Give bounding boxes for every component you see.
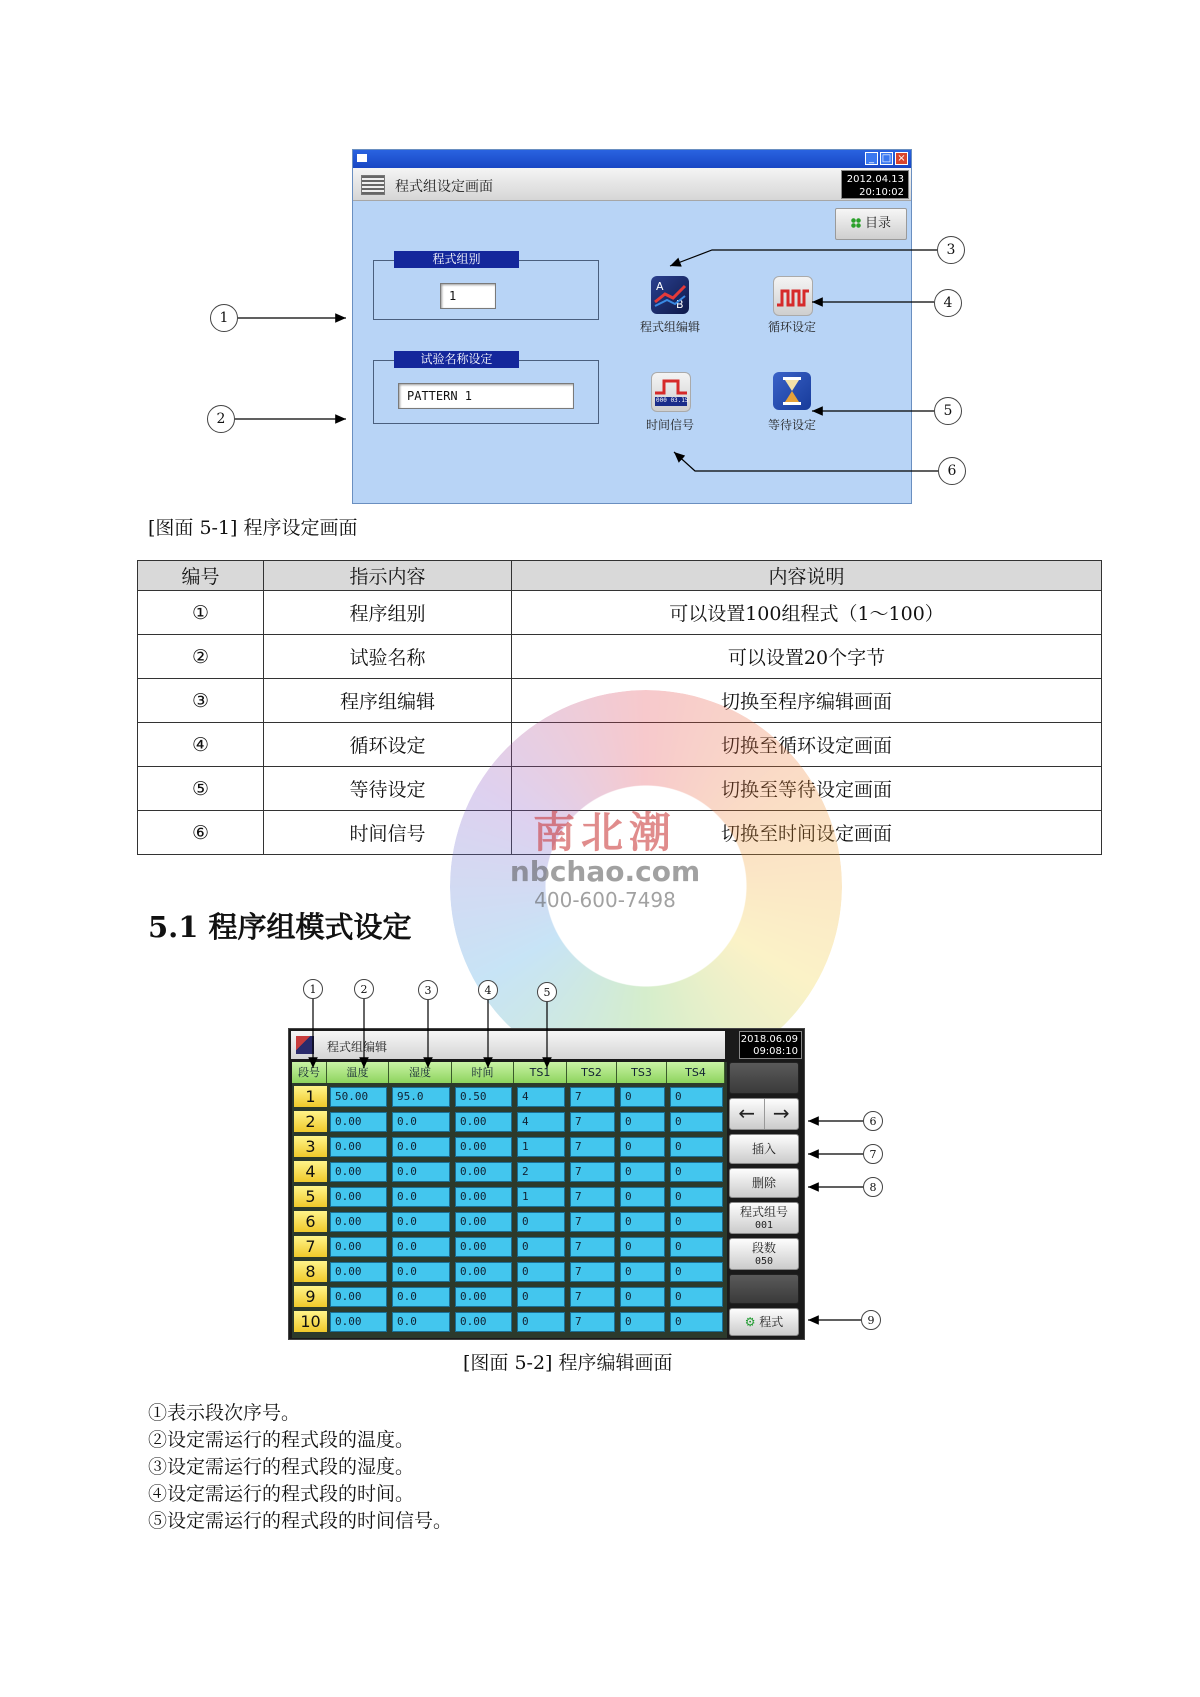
time-signal-icon[interactable]: [651, 372, 691, 412]
segment-number: 9: [294, 1286, 327, 1307]
segment-count-label: 段数: [751, 1241, 776, 1255]
column-header: 时间: [452, 1062, 514, 1083]
program-button-label: 程式: [759, 1315, 784, 1329]
grid-cell[interactable]: 0.0: [392, 1237, 450, 1257]
program-group-input[interactable]: 1: [440, 283, 496, 309]
segment-number: 1: [294, 1086, 327, 1107]
watermark-phone: 400-600-7498: [534, 888, 676, 912]
svg-text:B: B: [676, 298, 684, 311]
grid-cell[interactable]: 0: [517, 1237, 565, 1257]
grid-cell[interactable]: 0.0: [392, 1187, 450, 1207]
grid-cell[interactable]: 0: [620, 1212, 665, 1232]
note-item: ①表示段次序号。: [148, 1402, 301, 1424]
grid-cell[interactable]: 0.00: [455, 1212, 512, 1232]
row-number: ⑥: [138, 811, 264, 855]
callout-6: 6: [938, 457, 966, 485]
grid-cell[interactable]: 7: [570, 1312, 615, 1332]
grid-cell[interactable]: 0: [620, 1187, 665, 1207]
grid-cell[interactable]: 0.0: [392, 1137, 450, 1157]
svg-text:A: A: [656, 280, 664, 293]
callout-col-3: 3: [418, 980, 438, 1000]
grid-cell[interactable]: 0: [517, 1262, 565, 1282]
segment-number: 5: [294, 1186, 327, 1207]
grid-cell[interactable]: 7: [570, 1162, 615, 1182]
grid-cell[interactable]: 7: [570, 1187, 615, 1207]
grid-cell[interactable]: 0.0: [392, 1212, 450, 1232]
table-header-row: [138, 561, 1102, 591]
gear-icon: ⚙: [744, 1315, 756, 1329]
wait-setting-label: 等待设定: [767, 418, 816, 432]
window-menu-icon[interactable]: [357, 154, 367, 162]
segment-number: 3: [294, 1136, 327, 1157]
grid-cell[interactable]: 4: [517, 1112, 565, 1132]
grid-cell[interactable]: 0.00: [455, 1312, 512, 1332]
grid-cell[interactable]: 0.00: [330, 1162, 387, 1182]
row-item: 程序组别: [264, 591, 512, 635]
segment-count-value: 050: [754, 1256, 774, 1267]
close-icon[interactable]: ×: [895, 152, 908, 165]
segment-number: 2: [294, 1111, 327, 1132]
program-edit-label: 程式组编辑: [639, 320, 700, 334]
window-titlebar: [353, 150, 911, 168]
grid-cell[interactable]: 0: [670, 1187, 723, 1207]
grid-cell[interactable]: 0: [620, 1112, 665, 1132]
grid-cell[interactable]: 0: [670, 1262, 723, 1282]
grid-cell[interactable]: 0: [517, 1212, 565, 1232]
callout-col-2: 2: [354, 979, 374, 999]
grid-cell[interactable]: 0.00: [455, 1262, 512, 1282]
screen-title: 程式组设定画面: [395, 179, 493, 195]
grid-cell[interactable]: 0.00: [455, 1162, 512, 1182]
grid-cell[interactable]: 7: [570, 1262, 615, 1282]
hourglass-icon: [773, 372, 811, 410]
grid-cell[interactable]: 0: [670, 1287, 723, 1307]
row-description: 切换至循环设定画面: [512, 723, 1102, 767]
table-row: [138, 679, 1102, 723]
grid-cell[interactable]: 0.00: [330, 1187, 387, 1207]
grid-cell[interactable]: 95.0: [392, 1087, 450, 1107]
clock-date: 2018.06.09: [740, 1034, 798, 1045]
test-name-input[interactable]: PATTERN 1: [398, 383, 574, 409]
grid-cell[interactable]: 0.0: [392, 1287, 450, 1307]
row-item: 时间信号: [264, 811, 512, 855]
cycle-setting-label: 循环设定: [767, 320, 816, 334]
section-heading: 5.1 程序组模式设定: [148, 910, 412, 944]
header-description: 内容说明: [512, 561, 1102, 591]
grid-cell[interactable]: 7: [570, 1112, 615, 1132]
grid-cell[interactable]: 0: [620, 1087, 665, 1107]
segment-number: 4: [294, 1161, 327, 1182]
row-description: 切换至程序编辑画面: [512, 679, 1102, 723]
grid-cell[interactable]: 0.00: [455, 1237, 512, 1257]
table-row: [138, 591, 1102, 635]
pulse-signal-icon: [652, 373, 690, 411]
grid-cell[interactable]: 50.00: [330, 1087, 387, 1107]
program-setting-screen: [352, 149, 912, 504]
grid-cell[interactable]: 0.00: [455, 1187, 512, 1207]
grid-cell[interactable]: 0.00: [330, 1212, 387, 1232]
notes-list: [148, 1400, 452, 1535]
maximize-icon[interactable]: □: [881, 153, 892, 164]
grid-cell[interactable]: 0.00: [455, 1287, 512, 1307]
column-header: 段号: [292, 1062, 327, 1083]
watermark-site: nbchao.com: [509, 855, 701, 888]
grid-cell[interactable]: 0.00: [330, 1312, 387, 1332]
row-number: ①: [138, 591, 264, 635]
segment-number: 7: [294, 1236, 327, 1257]
row-item: 循环设定: [264, 723, 512, 767]
test-name-box: [373, 352, 599, 424]
grid-cell[interactable]: 0: [670, 1137, 723, 1157]
ab-chart-icon: [651, 276, 689, 314]
column-header: 湿度: [389, 1062, 452, 1083]
arrow-left-icon[interactable]: ←: [730, 1099, 765, 1129]
grid-cell[interactable]: 1: [517, 1187, 565, 1207]
row-description: 切换至时间设定画面: [512, 811, 1102, 855]
segment-count-button[interactable]: [729, 1238, 799, 1270]
grid-cell[interactable]: 0: [670, 1212, 723, 1232]
datetime-display: [739, 1031, 802, 1059]
screen-title: 程式组编辑: [327, 1040, 388, 1054]
table-row: [138, 811, 1102, 855]
grid-cell[interactable]: 0: [517, 1312, 565, 1332]
row-item: 等待设定: [264, 767, 512, 811]
row-number: ④: [138, 723, 264, 767]
callout-9: 9: [861, 1310, 881, 1330]
callout-col-1: 1: [303, 979, 323, 999]
grid-cell[interactable]: 7: [570, 1137, 615, 1157]
note-item: ⑤设定需运行的程式段的时间信号。: [148, 1510, 453, 1532]
menu-button-label: 目录: [864, 216, 891, 231]
column-header: TS2: [567, 1062, 617, 1083]
indicator-table: [137, 560, 1102, 855]
callout-4: 4: [934, 289, 962, 317]
grid-cell[interactable]: 7: [570, 1287, 615, 1307]
grid-cell[interactable]: 0: [620, 1137, 665, 1157]
insert-button[interactable]: 插入: [729, 1134, 799, 1164]
row-item: 试验名称: [264, 635, 512, 679]
grid-cell[interactable]: 0.0: [392, 1112, 450, 1132]
segment-number: 6: [294, 1211, 327, 1232]
program-grid: [292, 1062, 727, 1338]
callout-col-4: 4: [478, 980, 498, 1000]
wait-setting-icon[interactable]: [773, 372, 811, 410]
header-number: 编号: [138, 561, 264, 591]
arrow-right-icon[interactable]: →: [772, 1101, 790, 1125]
cycle-setting-icon[interactable]: [773, 276, 813, 316]
grid-cell[interactable]: 0.00: [330, 1287, 387, 1307]
time-signal-label: 时间信号: [645, 418, 694, 432]
table-row: [138, 767, 1102, 811]
callout-1: 1: [210, 304, 238, 332]
callout-6: 6: [863, 1111, 883, 1131]
grid-cell[interactable]: 0: [620, 1287, 665, 1307]
grid-cell[interactable]: 0.00: [330, 1137, 387, 1157]
grid-cell[interactable]: 1: [517, 1137, 565, 1157]
table-row: [138, 635, 1102, 679]
grid-cell[interactable]: 0: [620, 1312, 665, 1332]
note-item: ④设定需运行的程式段的时间。: [148, 1483, 415, 1505]
grid-cell[interactable]: 0.00: [330, 1237, 387, 1257]
grid-cell[interactable]: 0: [670, 1162, 723, 1182]
program-button[interactable]: [729, 1308, 799, 1336]
segment-number: 10: [294, 1311, 327, 1332]
grid-cell[interactable]: 0: [670, 1087, 723, 1107]
grid-cell[interactable]: 7: [570, 1087, 615, 1107]
clock-time: 20:10:02: [859, 187, 904, 198]
grid-cell[interactable]: 0.0: [392, 1312, 450, 1332]
row-item: 程序组编辑: [264, 679, 512, 723]
row-number: ③: [138, 679, 264, 723]
row-description: 切换至等待设定画面: [512, 767, 1102, 811]
watermark-brand: 南北潮: [532, 808, 677, 857]
column-header: 温度: [327, 1062, 389, 1083]
grid-cell[interactable]: 0.0: [392, 1262, 450, 1282]
row-number: ②: [138, 635, 264, 679]
column-header: TS3: [617, 1062, 667, 1083]
blank-button-bottom: [729, 1274, 799, 1304]
program-group-number-label: 程式组号: [739, 1205, 788, 1219]
segment-number: 8: [294, 1261, 327, 1282]
cycle-wave-icon: [774, 277, 812, 315]
callout-8: 8: [863, 1177, 883, 1197]
screen-icon: [296, 1036, 314, 1054]
grid-cell[interactable]: 0.00: [455, 1137, 512, 1157]
row-description: 可以设置100组程式（1～100）: [512, 591, 1102, 635]
grid-cell[interactable]: 0: [670, 1112, 723, 1132]
note-item: ②设定需运行的程式段的温度。: [148, 1429, 415, 1451]
callout-2: 2: [207, 405, 235, 433]
grid-cell[interactable]: 0.0: [392, 1162, 450, 1182]
program-group-title: 程式组别: [394, 251, 519, 268]
grid-cell[interactable]: 7: [570, 1212, 615, 1232]
program-edit-screen: [288, 1028, 805, 1340]
grid-cell[interactable]: 0: [620, 1162, 665, 1182]
note-item: ③设定需运行的程式段的湿度。: [148, 1456, 415, 1478]
screen-header: [291, 1031, 725, 1059]
column-header: TS1: [514, 1062, 567, 1083]
grid-cell[interactable]: 0.00: [330, 1262, 387, 1282]
grid-cell[interactable]: 7: [570, 1237, 615, 1257]
datetime-display: [841, 170, 909, 199]
page-nav-buttons: [729, 1098, 799, 1130]
program-group-number-value: 001: [754, 1220, 774, 1231]
grid-cell[interactable]: 0: [517, 1287, 565, 1307]
menu-button[interactable]: [835, 208, 907, 240]
blank-button-top: [729, 1062, 799, 1094]
callout-col-5: 5: [537, 982, 557, 1002]
grid-cell[interactable]: 0.00: [455, 1112, 512, 1132]
figure-5-1-caption: [图面 5-1] 程序设定画面: [148, 517, 358, 539]
grid-cell[interactable]: 0: [620, 1237, 665, 1257]
grid-cell[interactable]: 0.50: [455, 1087, 512, 1107]
program-group-number-button[interactable]: [729, 1202, 799, 1234]
program-group-box: [373, 252, 599, 320]
delete-button[interactable]: 删除: [729, 1168, 799, 1198]
callout-7: 7: [863, 1144, 883, 1164]
grid-cell[interactable]: 0: [620, 1262, 665, 1282]
grid-cell[interactable]: 0: [670, 1312, 723, 1332]
test-name-title: 试验名称设定: [394, 351, 519, 368]
time-signal-icon-text: 000 03.15: [656, 397, 689, 404]
grid-cell[interactable]: 0: [670, 1237, 723, 1257]
screen-icon: [361, 175, 385, 195]
clock-time: 09:08:10: [753, 1046, 798, 1057]
clock-date: 2012.04.13: [846, 174, 904, 185]
callout-3: 3: [937, 236, 965, 264]
grid-cell[interactable]: 0.00: [330, 1112, 387, 1132]
figure-5-2-caption: [图面 5-2] 程序编辑画面: [463, 1352, 673, 1374]
grid-cell[interactable]: 2: [517, 1162, 565, 1182]
program-edit-icon[interactable]: [651, 276, 689, 314]
header-item: 指示内容: [264, 561, 512, 591]
row-number: ⑤: [138, 767, 264, 811]
table-row: [138, 723, 1102, 767]
grid-dots-icon: [851, 218, 861, 228]
callout-5: 5: [934, 397, 962, 425]
grid-cell[interactable]: 4: [517, 1087, 565, 1107]
screen-header: [353, 168, 911, 201]
column-header: TS4: [667, 1062, 725, 1083]
minimize-icon[interactable]: _: [865, 152, 878, 165]
row-description: 可以设置20个字节: [512, 635, 1102, 679]
